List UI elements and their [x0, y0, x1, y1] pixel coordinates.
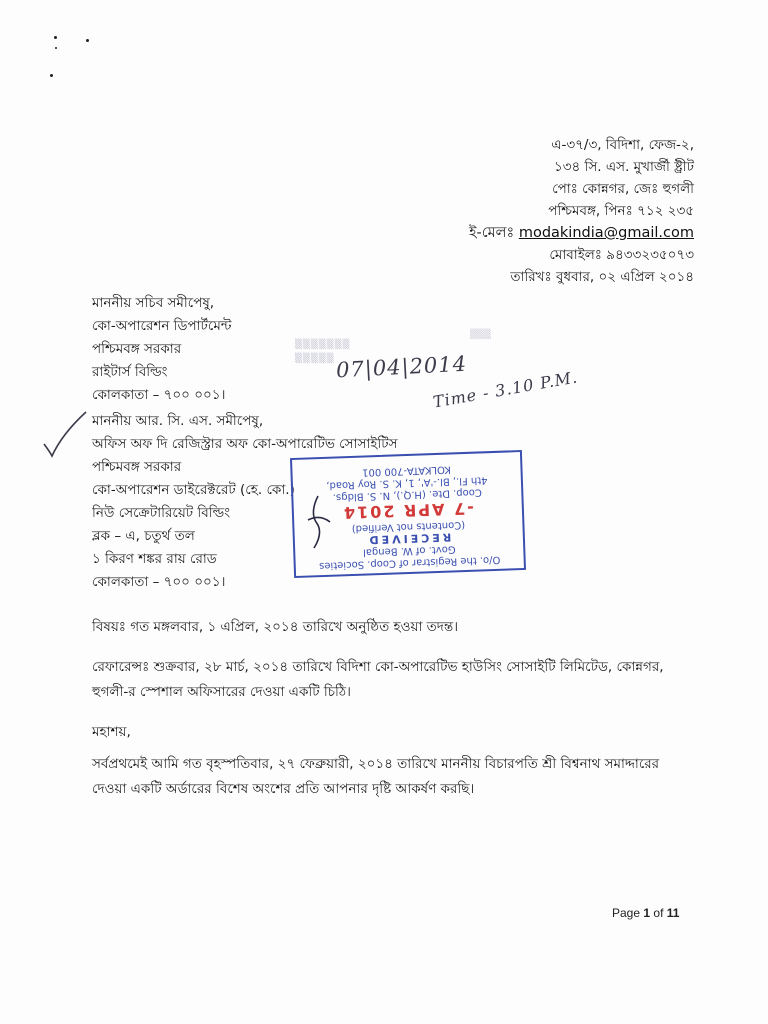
scan-speck: [50, 74, 53, 77]
sender-line: পশ্চিমবঙ্গ, পিনঃ ৭১২ ২৩৫: [548, 203, 694, 219]
recipient-line: মাননীয় আর. সি. এস. সমীপেষু,: [92, 413, 264, 429]
recipient-line: কোলকাতা – ৭০০ ০০১।: [92, 574, 226, 590]
page-word: Page: [612, 906, 641, 920]
recipient-line: কো-অপারেশন ডিপার্টমেন্ট: [92, 318, 232, 334]
stamp-note: (Contents not Verified): [351, 519, 466, 534]
subject-line: বিষয়ঃ গত মঙ্গলবার, ১ এপ্রিল, ২০১৪ তারিখে অনুষ্ঠিত হওয়া তদন্ত।: [92, 619, 459, 635]
page-of-word: of: [653, 906, 664, 920]
recipient-line: রাইটার্স বিল্ডিং: [92, 364, 168, 380]
stamp-line: 4th Fl., Bl.-'A', 1, K. S. Roy Road,: [326, 474, 488, 491]
email-link[interactable]: modakindia@gmail.com: [518, 225, 694, 241]
scan-speck: [55, 47, 57, 49]
recipient-address-1: [92, 292, 231, 407]
recipient-line: কোলকাতা – ৭০০ ০০১।: [92, 387, 226, 403]
stamp-line: KOLKATA-700 001: [361, 463, 452, 478]
recipient-line: পশ্চিমবঙ্গ সরকার: [92, 341, 182, 357]
stamp-date: -7 APR 2014: [341, 498, 475, 523]
stamp-line: O/o. the Registrar of Coop. Societies: [318, 553, 501, 572]
sender-email-row: [469, 222, 694, 244]
page-total: 11: [666, 906, 680, 920]
recipient-line: ১ কিরণ শঙ্কর রায় রোড: [92, 551, 217, 567]
sender-line: ১৩৪ সি. এস. মুখার্জী ষ্ট্রীট: [553, 159, 694, 175]
recipient-line: নিউ সেক্রেটারিয়েট বিল্ডিং: [92, 505, 231, 521]
recipient-line: ব্লক – এ, চতুর্থ তল: [92, 528, 195, 544]
stamp-line: Coop. Dte. (H.Q.), N. S. Bldgs.: [332, 486, 482, 503]
scan-speck: [54, 36, 57, 39]
sender-address: [469, 134, 694, 288]
recipient-line: পশ্চিমবঙ্গ সরকার: [92, 459, 182, 475]
recipient-line: অফিস অফ দি রেজিস্ট্রার অফ কো-অপারেটিভ সোসাইটিস: [92, 436, 398, 452]
stamp-line: Govt. of W. Bengal: [362, 543, 456, 558]
checkmark-icon: [40, 408, 90, 460]
letter-date: তারিখঃ বুধবার, ০২ এপ্রিল ২০১৪: [510, 269, 694, 285]
sender-line: এ-৩৭/৩, বিদিশা, ফেজ-২,: [551, 137, 694, 153]
stamp-signature: [300, 492, 340, 552]
recipient-line: মাননীয় সচিব সমীপেষু,: [92, 295, 215, 311]
faint-stamp-impression: ▒▒▒▒▒▒▒ ▒▒▒▒▒: [295, 340, 351, 364]
body-paragraph: সর্বপ্রথমেই আমি গত বৃহস্পতিবার, ২৭ ফেব্রুয়ারী, ২০১৪ তারিখে মাননীয় বিচারপতি শ্রী বিশ্বনাথ সমাদ্দারের দেওয়া একটি অর্ডারের বিশেষ অংশের প্রতি আপনার দৃষ্টি আকর্ষণ করছি।: [92, 756, 660, 797]
salutation: মহাশয়,: [92, 724, 131, 740]
faint-stamp-fragment: ▒▒▒: [470, 330, 491, 340]
scan-speck: [86, 39, 89, 42]
recipient-line: কো-অপারেশন ডাইরেক্টরেট (হে. কো.): [92, 482, 295, 498]
handwritten-date: 07|04|2014: [335, 351, 468, 383]
reference-line: রেফারেন্সঃ শুক্রবার, ২৮ মার্চ, ২০১৪ তারিখে বিদিশা কো-অপারেটিভ হাউসিং সোসাইটি লিমিটেড, কোন্নগর, হুগলী-র স্পেশাল অফিসারের দেওয়া একটি চিঠি।: [92, 659, 664, 700]
page-number: [612, 906, 679, 920]
email-label: ই-মেলঃ: [468, 225, 515, 241]
page-current: 1: [643, 906, 651, 920]
sender-mobile: মোবাইলঃ ৯৪৩৩২৩৫০৭৩: [549, 247, 694, 263]
handwritten-time: Time - 3.10 P.M.: [431, 367, 580, 412]
stamp-received: RECEIVED: [366, 530, 452, 547]
sender-line: পোঃ কোন্নগর, জেঃ হুগলী: [552, 181, 694, 197]
